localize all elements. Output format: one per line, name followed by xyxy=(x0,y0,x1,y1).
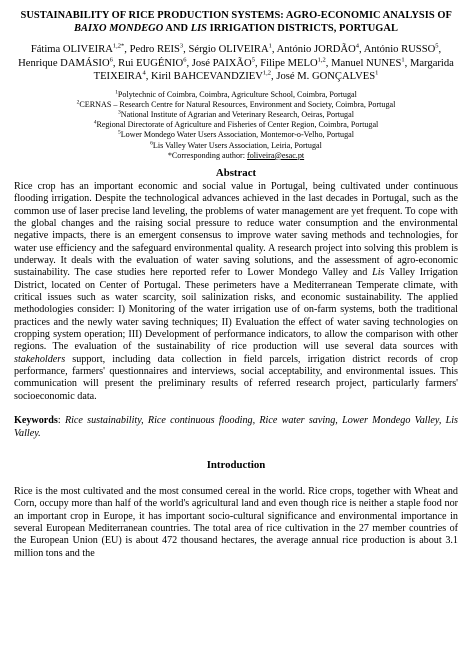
author-name: António JORDÃO xyxy=(276,44,356,55)
author-name: Pedro REIS xyxy=(129,44,180,55)
author-separator: , xyxy=(271,71,277,82)
author-affiliation-marker: 1 xyxy=(268,42,272,50)
abstract-italic-stakeholders: stakeholders xyxy=(14,353,66,365)
author-affiliation-marker: 1 xyxy=(401,55,405,63)
author-name: Manuel NUNES xyxy=(331,57,402,69)
abstract-text-2: Valley Irrigation District, located on Center of Portugal. These perimeters have a Mediterranean Temperate climate, with critical issues such as water scarcity, soil salinization risks, and economic sustainability. The applied methodologies consider: I) Monitoring of the water irrigation use of on-farm systems, both the traditional practices and the newly water saving techniques; II) Evaluation the effect of water saving technologies on cropping system operation; III) Development of performance indicators, to allow the comparison with other regions. The evaluation of the sustainability of rice production will use several data sources with xyxy=(14,267,458,353)
author xyxy=(191,55,261,69)
corresponding-email-link[interactable]: foliveira@esac.pt xyxy=(247,150,305,160)
author-separator: , xyxy=(124,44,130,55)
abstract-text-1: Rice crop has an important economic and social value in Portugal, being cultivated under continuous flooding irrigation. Despite the technological advances achieved in the last decades in Portugal, such as the common use of laser precise land leveling, the problems of water management are yet frequent. To cope with the global changes and the raising social pressure to reduce water consumption and the environmental negative impacts, there is an emergent consensus to improve water saving methods and technologies, for water use efficiency and the safeguard environmental quality. A research project into solving this problem is underway. It deals with the evaluation of water saving solutions, and the assessment of agro-economic sustainability. The case studies here reported refer to Lower Mondego Valley and xyxy=(14,180,458,279)
affiliation-list xyxy=(14,90,458,151)
author-name: Rui EUGÉNIO xyxy=(118,57,184,69)
author-affiliation-marker: 5 xyxy=(435,42,439,50)
author xyxy=(277,44,364,55)
affiliation-item xyxy=(14,100,458,110)
author-affiliation-marker: 4 xyxy=(142,69,146,77)
keywords-colon: : xyxy=(57,415,65,427)
keywords xyxy=(14,415,458,440)
author-affiliation-marker: 5 xyxy=(251,55,255,63)
abstract-text-3: support, including data collection in field parcels, irrigation district records of crop performance, farmers' questionnaires and interviews, social acceptability, and environmental issues. This communication will present the preliminary results of referred research project, particularly farmers' socioeconomic data. xyxy=(14,353,458,402)
author xyxy=(18,55,119,69)
affiliation-text: Polytechnic of Coimbra, Coimbra, Agriculture School, Coimbra, Portugal xyxy=(117,89,357,99)
author-separator: , xyxy=(271,44,277,55)
affiliation-marker: 3 xyxy=(118,109,121,116)
author-name: António RUSSO xyxy=(363,44,436,55)
author-separator: , xyxy=(112,57,119,69)
author-name: Fátima OLIVEIRA xyxy=(30,44,113,55)
affiliation-text: Regional Directorate of Agriculture and Fisheries of Center Region, Coimbra, Portugal xyxy=(96,120,379,130)
author-separator: , xyxy=(438,44,442,55)
author-name: José M. GONÇALVES xyxy=(276,71,376,82)
affiliation-marker: 6 xyxy=(150,139,153,146)
affiliation-item xyxy=(14,90,458,100)
author-separator: , xyxy=(404,57,410,69)
author xyxy=(276,71,378,82)
author-affiliation-marker: 6 xyxy=(109,55,113,63)
author-affiliation-marker: 3 xyxy=(179,42,184,50)
author xyxy=(130,44,189,55)
title-italic-baixo-mondego: BAIXO MONDEGO xyxy=(74,23,164,34)
abstract-italic-lis: Lis xyxy=(372,267,385,279)
author-affiliation-marker: 1 xyxy=(375,69,379,77)
author-affiliation-marker: 1,2* xyxy=(112,42,125,50)
author xyxy=(118,55,192,69)
author-affiliation-marker: 1,2 xyxy=(317,55,326,63)
introduction-text: Rice is the most cultivated and the most consumed cereal in the world. Rice crops, together with Wheat and Corn, occupy more than half of the world's agricultural land and even though rice is neither a staple food nor an important crop in Europe, it has important socio-cultural significance and environmental importance in several European Mediterranean countries. The total area of rice cultivation in the 27 member countries of the European Union (EU) is about 472 thousand hectares, the average annual rice production is about 3.1 million tons and the xyxy=(14,485,458,559)
author-name: Filipe MELO xyxy=(260,57,318,69)
author-name: Kiril BAHCEVANDZIEV xyxy=(151,71,263,82)
author-name: Margarida TEIXEIRA xyxy=(93,57,454,82)
author-list xyxy=(14,43,458,84)
author xyxy=(331,55,410,69)
affiliation-text: National Institute of Agrarian and Veterinary Research, Oeiras, Portugal xyxy=(120,109,354,119)
paper-title xyxy=(20,9,452,35)
abstract-heading: Abstract xyxy=(215,166,257,179)
author-separator: , xyxy=(254,57,261,69)
author xyxy=(260,55,332,69)
affiliation-item xyxy=(14,120,458,130)
author-separator: , xyxy=(145,71,151,82)
keywords-text: Rice sustainability, Rice continuous flooding, Rice water saving, Lower Mondego Valley, Lis Valley. xyxy=(14,415,458,439)
author-affiliation-marker: 4 xyxy=(355,42,359,50)
affiliations xyxy=(14,90,458,161)
affiliation-item xyxy=(14,141,458,151)
affiliation-item xyxy=(14,130,458,140)
author-name: Sérgio OLIVEIRA xyxy=(188,44,269,55)
abstract-text xyxy=(14,181,458,403)
introduction-heading: Introduction xyxy=(206,458,266,471)
title-part-1: SUSTAINABILITY OF RICE PRODUCTION SYSTEMS: AGRO-ECONOMIC ANALYSIS OF xyxy=(20,10,452,21)
author-separator: , xyxy=(325,57,332,69)
affiliation-text: Lower Mondego Water Users Association, Montemor-o-Velho, Portugal xyxy=(120,130,354,140)
author xyxy=(188,44,276,55)
author-name: Henrique DAMÁSIO xyxy=(18,57,110,69)
author-affiliation-marker: 1,2 xyxy=(262,69,272,77)
title-part-3: IRRIGATION DISTRICTS, PORTUGAL xyxy=(207,23,398,34)
author-affiliation-marker: 6 xyxy=(183,55,187,63)
affiliation-marker: 2 xyxy=(76,99,80,106)
author xyxy=(31,44,130,55)
affiliation-item xyxy=(14,110,458,120)
author xyxy=(364,44,441,55)
title-italic-lis: LIS xyxy=(190,23,208,34)
author-separator: , xyxy=(186,57,192,69)
affiliation-marker: 4 xyxy=(93,119,97,126)
affiliation-text: Lis Valley Water Users Association, Leiria, Portugal xyxy=(152,140,322,150)
keywords-label: Keywords xyxy=(14,415,58,427)
title-part-2: AND xyxy=(163,23,191,34)
corresponding-label: *Corresponding author: xyxy=(167,150,245,160)
author-separator: , xyxy=(183,44,189,55)
affiliation-marker: 5 xyxy=(117,129,121,136)
author xyxy=(151,71,276,82)
corresponding-author xyxy=(14,151,458,161)
author-separator: , xyxy=(359,44,364,55)
affiliation-text: CERNAS – Research Centre for Natural Resources, Environment and Society, Coimbra, Portugal xyxy=(79,99,396,109)
affiliation-marker: 1 xyxy=(115,88,118,95)
author-name: José PAIXÃO xyxy=(191,57,252,69)
